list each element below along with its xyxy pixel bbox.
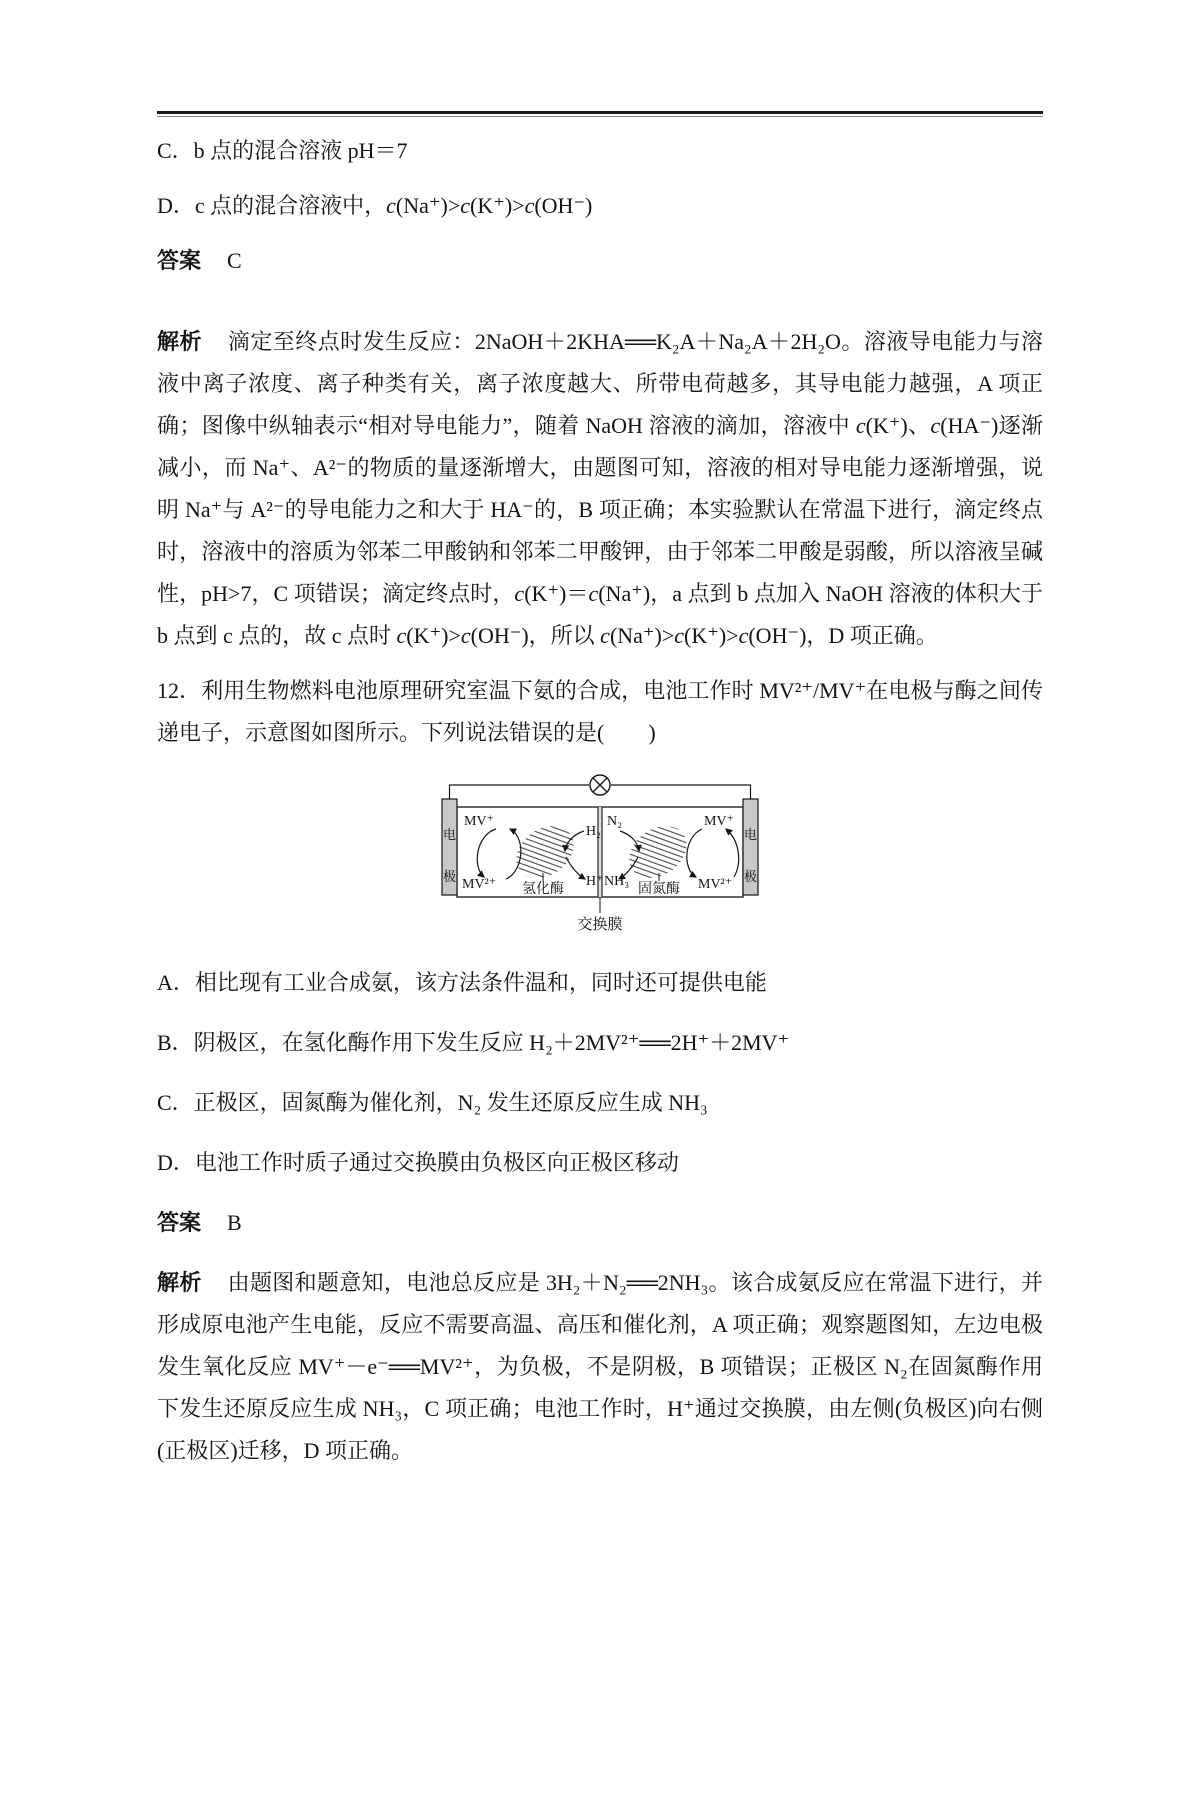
right-mv-2plus-label: MV²⁺ bbox=[698, 877, 733, 892]
q11-analysis-text: 滴定至终点时发生反应：2NaOH＋2KHA══K₂A＋Na₂A＋2H₂O。溶液导电能力与溶液中离子浓度、离子种类有关，离子浓度越大、所带电荷越多，其导电能力越强，A 项正确；图像中纵轴表示“相对导电能力”，随着 NaOH 溶液的滴加，溶液中 c(K⁺)、c(HA⁻)逐渐减小，而 Na⁺、A²⁻的物质的量逐渐增大，由题图可知，溶液的相对导电能力逐渐增强，说明 Na⁺与 A²⁻的导电能力之和大于 HA⁻的，B 项正确；本实验默认在常温下进行，滴定终点时，溶液中的溶质为邻苯二甲酸钠和邻苯二甲酸钾，由于邻苯二甲酸是弱酸，所以溶液呈碱性，pH>7，C 项错误；滴定终点时，c(K⁺)＝c(Na⁺)，a 点到 b 点加入 NaOH 溶液的体积大于 b 点到 c 点的，故 c 点时 c(K⁺)>c(OH⁻)，所以 c(Na⁺)>c(K⁺)>c(OH⁻)，D 项正确。 bbox=[157, 329, 1044, 648]
q11-answer-line bbox=[157, 240, 1043, 282]
battery-diagram-svg bbox=[440, 771, 760, 935]
document-page bbox=[0, 111, 1200, 1472]
q11-analysis bbox=[157, 321, 1043, 657]
answer-label: 答案 bbox=[157, 1210, 202, 1235]
right-mv-plus-label: MV⁺ bbox=[704, 814, 734, 829]
left-mv-2plus-label: MV²⁺ bbox=[462, 877, 497, 892]
wire-left bbox=[450, 785, 590, 800]
q11-option-d: D．c 点的混合溶液中，c(Na⁺)>c(K⁺)>c(OH⁻) bbox=[157, 193, 593, 218]
right-electrode-char-bottom: 极 bbox=[743, 869, 758, 884]
analysis-label: 解析 bbox=[157, 329, 202, 354]
left-electrode bbox=[442, 799, 457, 895]
q12-option-b: B．阴极区，在氢化酶作用下发生反应 H₂＋2MV²⁺══2H⁺＋2MV⁺ bbox=[157, 1030, 790, 1055]
h2-label: H₂ bbox=[586, 824, 601, 839]
wire-right bbox=[611, 785, 751, 800]
q12-option-d: D．电池工作时质子通过交换膜由负极区向正极区移动 bbox=[157, 1150, 679, 1175]
n2-label: N₂ bbox=[607, 814, 622, 829]
right-electrode bbox=[743, 799, 758, 895]
q12-answer-line bbox=[157, 1202, 1043, 1244]
left-electrode-char-bottom: 极 bbox=[442, 869, 457, 884]
nh3-label: NH₃ bbox=[604, 874, 630, 889]
battery-diagram bbox=[440, 771, 760, 935]
answer-label: 答案 bbox=[157, 248, 202, 273]
q12-analysis-text: 由题图和题意知，电池总反应是 3H₂＋N₂══2NH₃。该合成氨反应在常温下进行，并形成原电池产生电能，反应不需要高温、高压和催化剂，A 项正确；观察题图知，左边电极发生氧化反应 MV⁺－e⁻══MV²⁺，为负极，不是阴极，B 项错误；正极区 N₂在固氮酶作用下发生还原反应生成 NH₃，C 项正确；电池工作时，H⁺通过交换膜，由左侧(负极区)向右侧(正极区)迁移，D 项正确。 bbox=[157, 1270, 1043, 1463]
q12-option-a: A．相比现有工业合成氨，该方法条件温和，同时还可提供电能 bbox=[157, 970, 767, 995]
nitrogenase-label: 固氮酶 bbox=[638, 882, 680, 897]
q12-option-c: C．正极区，固氮酶为催化剂，N₂ 发生还原反应生成 NH₃ bbox=[157, 1090, 708, 1115]
hydrogenase-label: 氢化酶 bbox=[522, 882, 564, 897]
q12-stem: 12．利用生物燃料电池原理研究室温下氨的合成，电池工作时 MV²⁺/MV⁺在电极与酶之间传递电子，示意图如图所示。下列说法错误的是( ) bbox=[157, 678, 1043, 745]
left-electrode-char-top: 电 bbox=[442, 827, 457, 842]
q12-answer-value: B bbox=[227, 1210, 242, 1235]
hplus-label: H⁺ bbox=[586, 874, 604, 889]
q11-answer-value: C bbox=[227, 248, 242, 273]
right-electrode-char-top: 电 bbox=[743, 827, 758, 842]
bulb-icon bbox=[590, 775, 610, 795]
q12-analysis bbox=[157, 1262, 1043, 1472]
page-divider bbox=[157, 111, 1043, 117]
analysis-label: 解析 bbox=[157, 1270, 202, 1295]
left-mv-plus-label: MV⁺ bbox=[464, 814, 494, 829]
q11-option-c: C．b 点的混合溶液 pH＝7 bbox=[157, 138, 408, 163]
membrane-label: 交换膜 bbox=[577, 917, 623, 933]
